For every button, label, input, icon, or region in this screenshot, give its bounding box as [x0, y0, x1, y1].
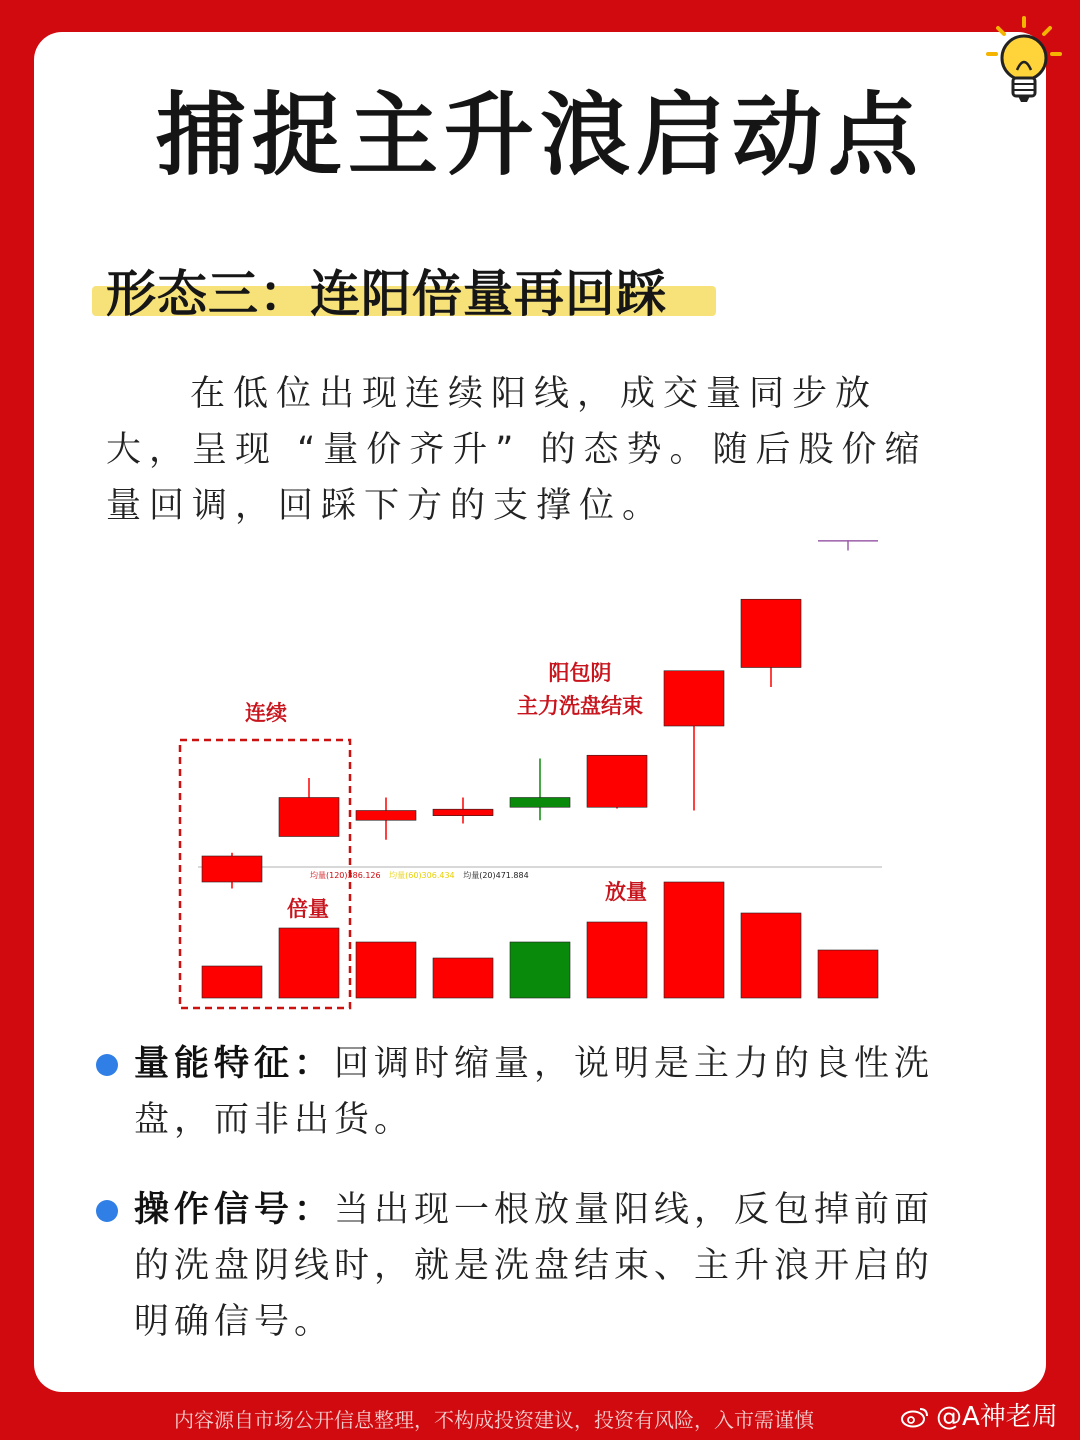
bullet-label: 操作信号：: [134, 1190, 335, 1230]
ma-label-120: 均量(120)386.126: [310, 871, 381, 880]
page-title: 捕捉主升浪启动点: [156, 83, 924, 188]
candle-body: [202, 856, 262, 882]
candle: [356, 798, 416, 840]
volume-bar: [741, 913, 801, 998]
annotation-continuous: 连续: [245, 701, 287, 725]
candle: [587, 755, 647, 808]
bullet-operation-signal: [96, 1182, 956, 1350]
candle: [510, 759, 570, 821]
volume-bar: [818, 950, 878, 998]
author-name: @A神老周: [936, 1402, 1058, 1432]
ma-labels: [310, 870, 529, 880]
candle: [664, 671, 724, 811]
bullet-volume-feature: [96, 1036, 956, 1148]
annotation-double-volume: 倍量: [287, 897, 329, 921]
candle-body: [510, 798, 570, 808]
candle-body: [587, 755, 647, 807]
volume-bar: [587, 922, 647, 998]
bullet-body: 当出现一根放量阳线，反包掉前面的洗盘阴线时，就是洗盘结束、主升浪开启的明确信号。: [134, 1190, 935, 1342]
candle: [202, 853, 262, 889]
annotation-wash-end: 主力洗盘结束: [517, 694, 643, 718]
candle-body: [356, 811, 416, 821]
bullet-label: 量能特征：: [134, 1044, 335, 1084]
volume-bar: [433, 958, 493, 998]
bullet-body: 回调时缩量，说明是主力的良性洗盘，而非出货。: [134, 1044, 935, 1140]
volume-bar: [279, 928, 339, 998]
bullet-text: [134, 1182, 956, 1350]
lightbulb-icon: [984, 14, 1064, 114]
candle: [279, 778, 339, 837]
ma-label-60: 均量(60)306.434: [389, 871, 455, 880]
bullet-dot: [96, 1054, 118, 1076]
weibo-icon: [900, 1406, 930, 1428]
ma-label-20: 均量(20)471.884: [463, 871, 529, 880]
candle-body: [818, 540, 878, 542]
candle-body: [741, 599, 801, 667]
candle: [818, 540, 878, 550]
bullet-text: [134, 1036, 956, 1148]
candle-body: [433, 809, 493, 816]
author-handle: [900, 1396, 1058, 1433]
candlestick-chart: [0, 530, 1080, 1020]
volume-bar: [356, 942, 416, 998]
volume-bar: [664, 882, 724, 998]
candle-body: [664, 671, 724, 726]
candle: [741, 599, 801, 687]
annotation-engulf: 阳包阴: [548, 661, 612, 685]
bullet-dot: [96, 1200, 118, 1222]
disclaimer: 内容源自市场公开信息整理，不构成投资建议，投资有风险，入市需谨慎: [174, 1408, 814, 1432]
annotation-volume-up: 放量: [605, 880, 647, 904]
intro-paragraph: 在低位出现连续阳线，成交量同步放大，呈现 “量价齐升” 的态势。随后股价缩量回调，回踩下方的支撑位。: [106, 374, 928, 526]
volume-bar: [202, 966, 262, 998]
volume-bar: [510, 942, 570, 998]
subtitle-block: [92, 254, 667, 324]
candle: [433, 798, 493, 824]
candle-body: [279, 798, 339, 837]
subtitle: 形态三：连阳倍量再回踩: [106, 265, 667, 323]
